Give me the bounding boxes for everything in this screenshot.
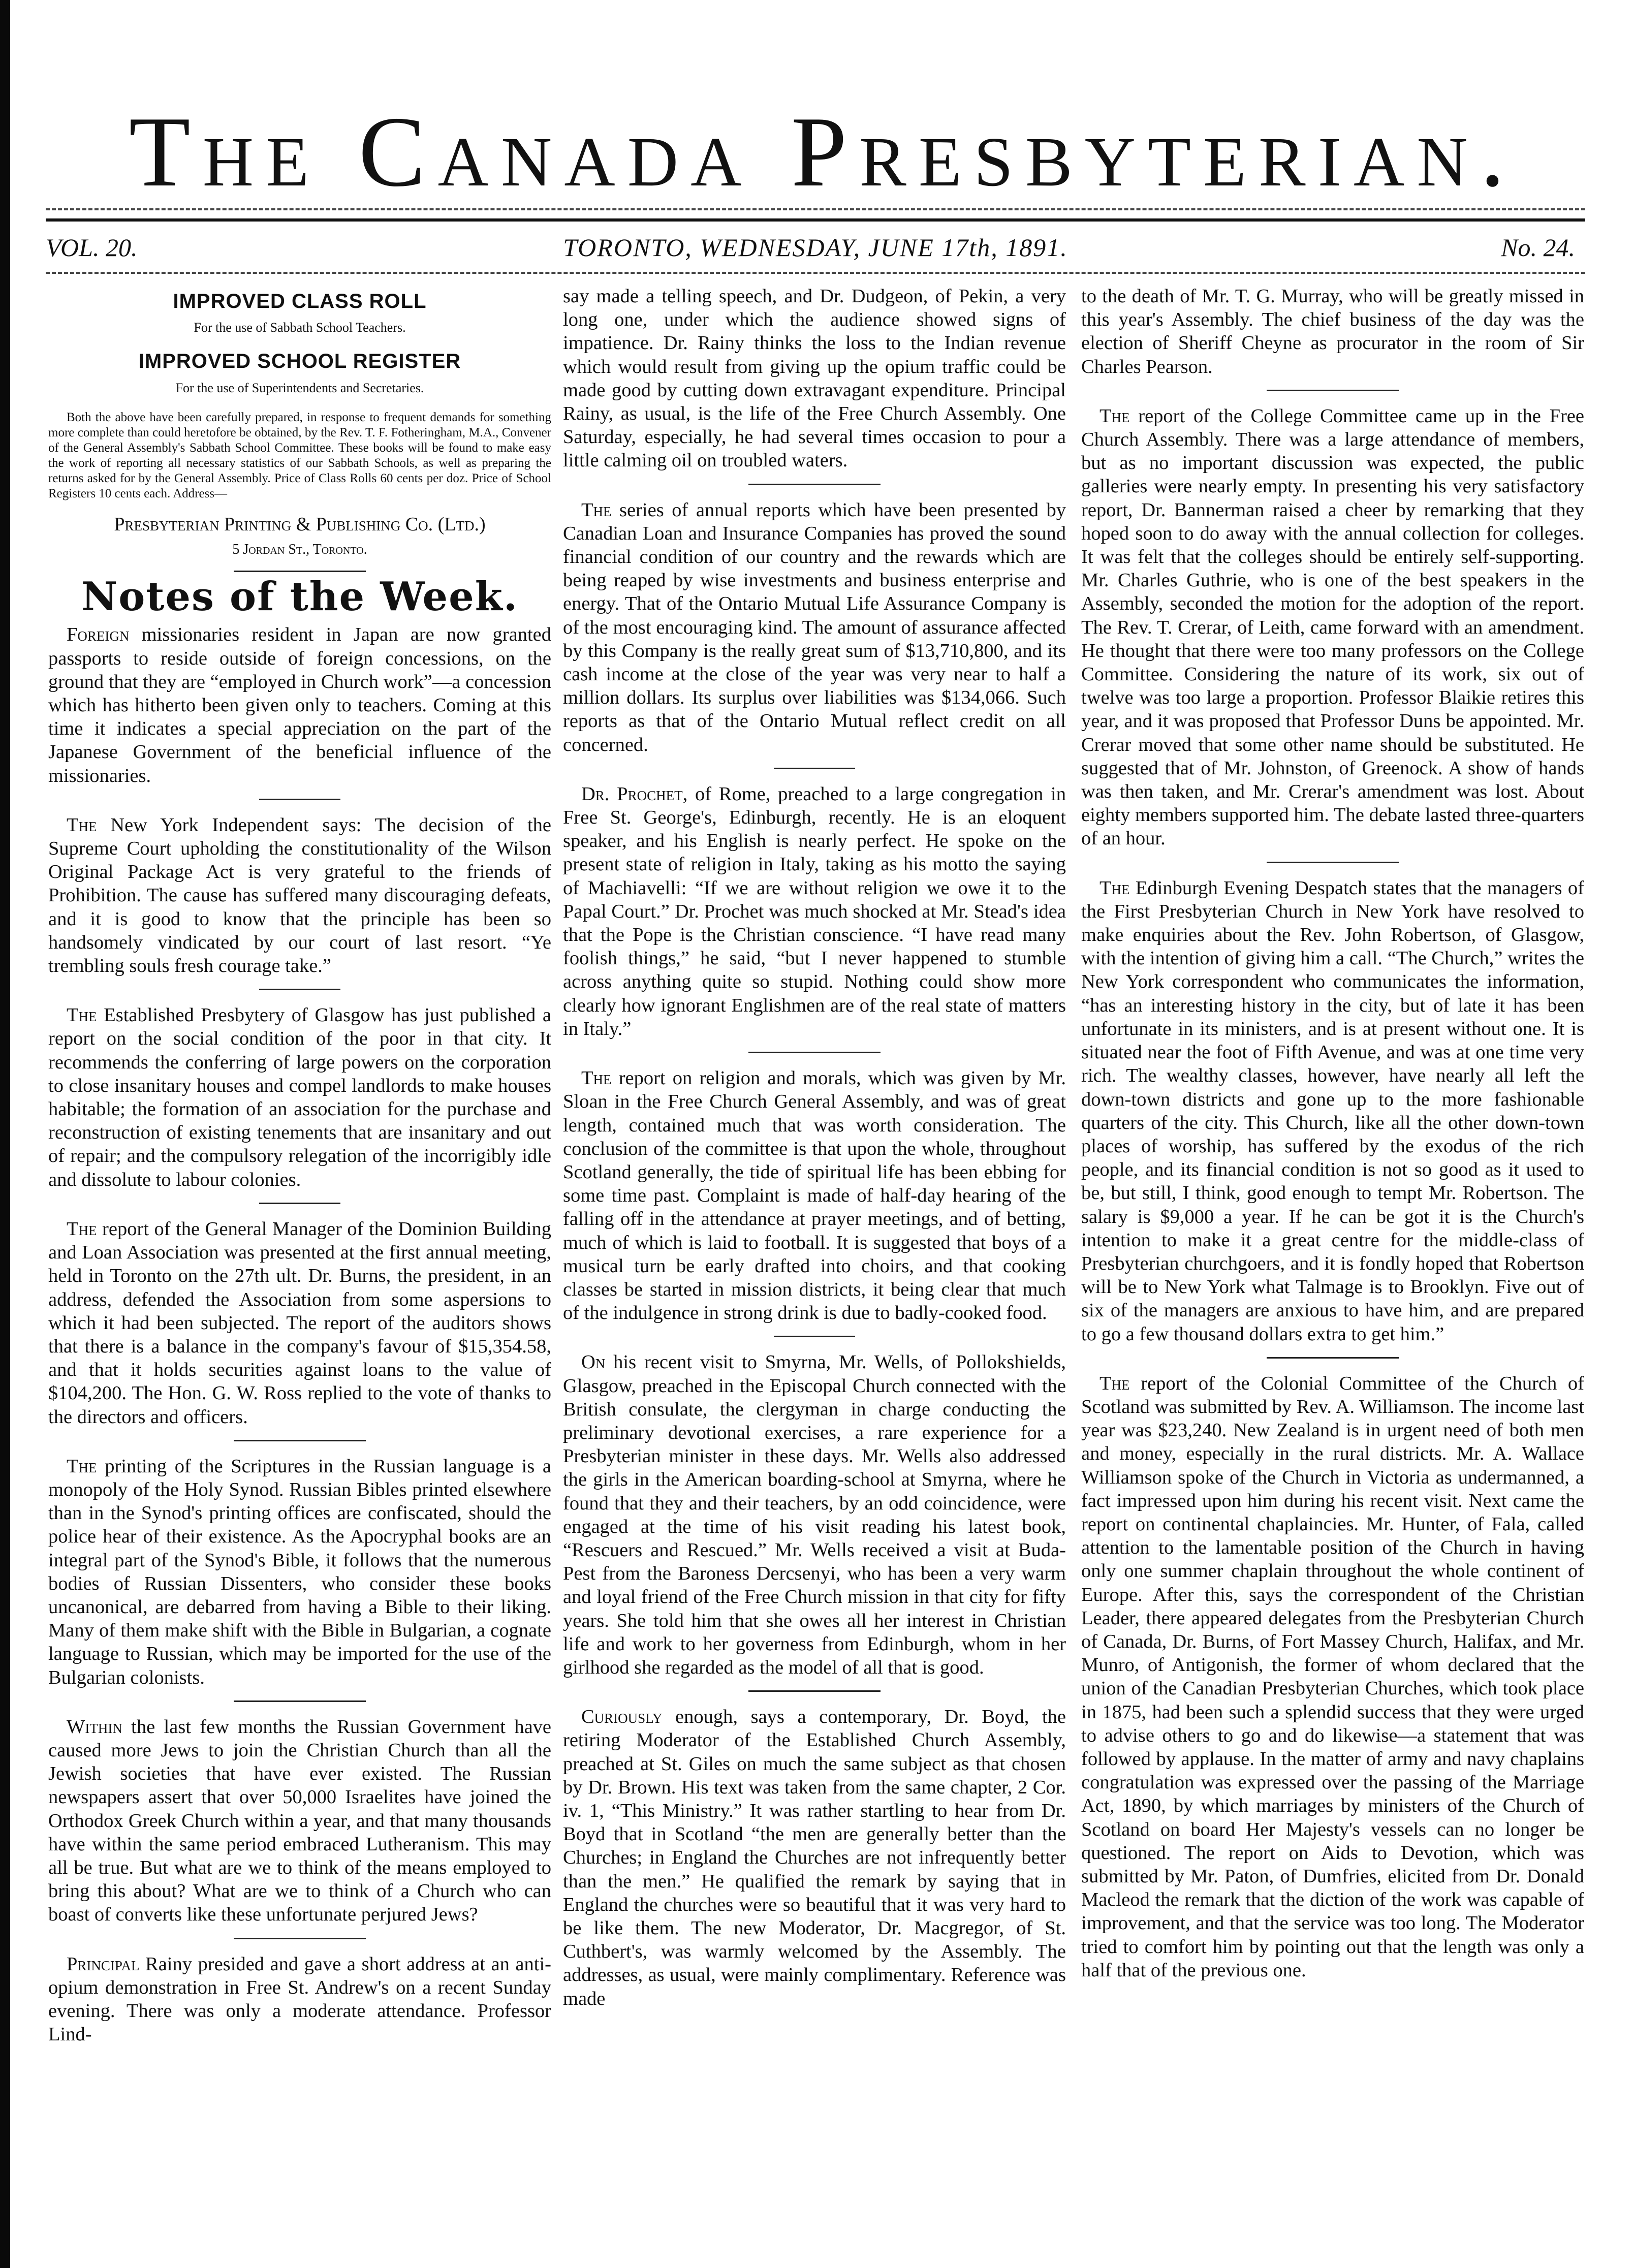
column-1 — [48, 285, 551, 2256]
article-paragraph: On his recent visit to Smyrna, Mr. Wells, of Pollokshields, Glasgow, preached in the Episcopal Church connected with the British consulate, the clergyman in charge conducting the preliminary devotional exercises, a rare experience for a Presbyterian minister in these days. Mr. Wells also addressed the girls in the American boarding-school at Smyrna, where he found that they and their teachers, by an odd coincidence, were engaged at the time of his visit reading his latest book, “Rescuers and Rescued.” Mr. Wells received a visit at Buda-Pest from the Baroness Dercsenyi, who has been a very warm and loyal friend of the Free Church mission in that city for fifty years. She told him that she owes all her interest in Christian life and work to her governess from Edinburgh, whom in her girlhood she regarded as the model of all that is good. — [563, 1351, 1066, 1678]
separator-rule — [1267, 862, 1399, 863]
article-paragraph: Curiously enough, says a contemporary, Dr. Boyd, the retiring Moderator of the Established Church Assembly, preached at St. Giles on much the same subject as that chosen by Dr. Brown. His text was taken from the same chapter, 2 Cor. iv. 1, “This Ministry.” It was rather startling to hear from Dr. Boyd that in Scotland “the men are generally better than the Churches; in England the Churches are not infrequently better than the men.” He qualified the remark by saying that in England the churches were so beautiful that it was very hard to be like them. The new Moderator, Dr. Macgregor, of St. Cuthbert's, was warmly welcomed by the Assembly. The addresses, as usual, were mainly complimentary. Reference was made — [563, 1706, 1066, 2009]
separator-rule — [748, 1052, 881, 1053]
separator-rule — [1267, 1357, 1399, 1359]
advert-heading-class-roll: IMPROVED CLASS ROLL — [173, 290, 427, 312]
article-paragraph: The series of annual reports which have been presented by Canadian Loan and Insurance Companies has proved the sound financial condition of our country and the rewards which are being reaped by wise investments and business enterprise and energy. That of the Ontario Mutual Life Assurance Company is of the most encouraging kind. The amount of assurance affected by this Company is the really great sum of $13,710,800, and its cash income at the close of the year was very near to half a million dollars. Its surplus over liabilities was $134,066. Such reports as that of the Ontario Mutual reflect credit on all concerned. — [563, 499, 1066, 755]
separator-rule — [234, 1440, 366, 1441]
separator-rule — [234, 1700, 366, 1702]
issue-number: No. 24. — [1501, 233, 1575, 262]
article-paragraph: The Edinburgh Evening Despatch states that the managers of the First Presbyterian Church in New York have resolved to make enquiries about the Rev. John Robertson, of Glasgow, with the intention of giving him a call. “The Church,” writes the New York correspondent who communicates the information, “has an interesting history in the city, but of late it has been unfortunate in its ministers, and is at present without one. It is situated near the foot of Fifth Avenue, and was at one time very rich. The wealthy classes, however, have nearly all left the down-town districts and gone up to the more fashionable quarters of the city. This Church, like all the other down-town places of worship, has suffered by the exodus of the rich people, and its financial condition is not so good as it used to be, but still, I think, good enough to tempt Mr. Robertson. The salary is $9,000 a year. If he can be got it is the Church's intention to make it a great centre for the middle-class of Presbyterian churchgoers, and it is fondly hoped that Robertson will be to New York what Talmage is to Brooklyn. Five out of six of the managers are anxious to have him, and are prepared to go a few thousand dollars extra to get him.” — [1081, 877, 1584, 1345]
separator-rule — [1267, 390, 1399, 391]
article-paragraph: say made a telling speech, and Dr. Dudgeon, of Pekin, a very long one, under which the audience showed signs of impatience. Dr. Rainy thinks the loss to the Indian revenue which would result from giving up the opium traffic could be made good by cutting down extravagant expenditure. Principal Rainy, as usual, is the life of the Free Church Assembly. One Saturday, especially, he had several times occasion to pour a little calming oil on troubled waters. — [563, 286, 1066, 471]
advert-sub-school-register: For the use of Superintendents and Secretaries. — [175, 380, 424, 395]
advert-body: Both the above have been carefully prepared, in response to frequent demands for something more complete than could heretofore be obtained, by the Rev. T. F. Fotheringham, M.A., Convener of the General Assembly's Sabbath School Committee. These books will be found to make easy the work of reporting all necessary statistics of our Sabbath Schools, as well as preparing the returns asked for by the General Assembly. Price of Class Rolls 60 cents per doz. Price of School Registers 10 cents each. Address— — [48, 410, 551, 500]
section-heading: Notes of the Week. — [81, 574, 518, 620]
separator-rule — [234, 571, 366, 572]
issue-line — [46, 233, 1585, 268]
article-paragraph: Principal Rainy presided and gave a short address at an anti-opium demonstration in Free St. Andrew's on a recent Sunday evening. There was only a moderate attendance. Professor Lind- — [48, 1953, 551, 2045]
article-paragraph: The report of the College Committee came up in the Free Church Assembly. There was a large attendance of members, but as no important discussion was expected, the public galleries were nearly empty. In presenting his very satisfactory report, Dr. Bannerman raised a cheer by remarking that they hoped soon to do away with the annual collection for colleges. It was felt that the colleges should be entirely self-supporting. Mr. Charles Guthrie, who is one of the best speakers in the Assembly, seconded the motion for the adoption of the report. The Rev. T. Crerar, of Leith, came forward with an amendment. He thought that there were too many professors on the College Committee. Considering the nature of its work, six out of twelve was too large a proportion. Professor Blaikie retires this year, and it was proposed that Professor Duns be appointed. Mr. Crerar moved that some other name should be substituted. He suggested that of Mr. Johnston, of Greenock. A show of hands was then taken, and Mr. Crerar's amendment was lost. About eighty members supported him. The debate lasted three-quarters of an hour. — [1081, 405, 1584, 849]
dateline: TORONTO, WEDNESDAY, JUNE 17th, 1891. — [563, 233, 1068, 262]
masthead-title: The Canada Presbyterian. — [129, 96, 1518, 207]
separator-rule — [234, 1938, 366, 1939]
volume-label: VOL. 20. — [46, 233, 138, 262]
separator-rule — [259, 799, 340, 800]
advert-heading-school-register: IMPROVED SCHOOL REGISTER — [138, 350, 461, 373]
article-paragraph: The report of the Colonial Committee of the Church of Scotland was submitted by Rev. A. Williamson. The income last year was $23,240. New Zealand is in urgent need of both men and money, especially in the rural districts. Mr. A. Wallace Williamson spoke of the Church in Victoria as undermanned, a fact impressed upon him during his recent visit. Next came the report on continental chaplaincies. Mr. Hunter, of Fala, called attention to the lamentable position of the Church in having only one summer chaplain throughout the whole continent of Europe. After this, says the correspondent of the Christian Leader, there appeared delegates from the Presbyterian Church of Canada, Dr. Burns, of Fort Massey Church, Halifax, and Mr. Munro, of Antigonish, the former of whom declared that the union of the Canadian Presbyterian Churches, which took place in 1875, had been such a splendid success that they were urged to advise others to go and do likewise—a statement that was followed by applause. In the matter of army and navy chaplains congratulation was expressed over the passing of the Marriage Act, 1890, by which marriages by ministers of the Church of Scotland on board Her Majesty's vessels can no longer be questioned. The report on Aids to Devotion, which was submitted by Mr. Paton, of Dumfries, elicited from Dr. Donald Macleod the remark that the diction of the work was capable of improvement, and that the service was too long. The Moderator tried to comfort him by pointing out that the length was only a half that of the previous one. — [1081, 1372, 1584, 1981]
masthead-rule — [46, 218, 1585, 222]
advert-publisher: Presbyterian Printing & Publishing Co. (Ltd.) — [114, 513, 486, 535]
article-paragraph: The report on religion and morals, which was given by Mr. Sloan in the Free Church General Assembly, and was of great length, contained much that was worth consideration. The conclusion of the committee is that upon the whole, throughout Scotland generally, the tide of spiritual life has been ebbing for some time past. Complaint is made of half-day hearing of the falling off in the attendance at prayer meetings, and of betting, much of which is laid to football. It is suggested that boys of a musical turn be early drafted into choirs, and that cooking classes be started in mission districts, it being clear that much of the indulgence in strong drink is due to badly-cooked food. — [563, 1067, 1066, 1324]
article-paragraph: Foreign missionaries resident in Japan are now granted passports to reside outside of foreign concessions, on the ground that they are “employed in Church work”—a concession which has hitherto been given only to teachers. Coming at this time it indicates a special appreciation on the part of the Japanese Government of the beneficial influence of the missionaries. — [48, 624, 551, 786]
article-paragraph: Within the last few months the Russian Government have caused more Jews to join the Christian Church than all the Jewish societies that have ever existed. The Russian newspapers assert that over 50,000 Israelites have joined the Orthodox Greek Church within a year, and that many thousands have within the same period embraced Lutheranism. This may all be true. But what are we to think of the means employed to bring this about? What are we to think of a Church who can boast of converts like these unfortunate perjured Jews? — [48, 1716, 551, 1926]
separator-rule — [259, 1203, 340, 1204]
column-3 — [1081, 285, 1584, 2256]
advert-address: 5 Jordan St., Toronto. — [232, 542, 367, 558]
separator-rule — [259, 989, 340, 990]
article-paragraph: The report of the General Manager of the Dominion Building and Loan Association was presented at the first annual meeting, held in Toronto on the 27th ult. Dr. Burns, the president, in an address, defended the Association from some aspersions to which it had been subjected. The report of the auditors shows that there is a balance in the company's favour of $15,354.58, and that it holds securities against loans to the value of $104,200. The Hon. G. W. Ross replied to the vote of thanks to the directors and officers. — [48, 1218, 551, 1428]
separator-rule — [774, 1336, 855, 1337]
separator-rule — [748, 484, 881, 485]
article-paragraph: The Established Presbytery of Glasgow has just published a report on the social condition of the poor in that city. It recommends the conferring of large powers on the corporation to close insanitary houses and compel landlords to make houses habitable; the formation of an association for the purchase and reconstruction of existing tenements that are insanitary and out of repair; and the compulsory relegation of the incorrigibly idle and dissolute to labour colonies. — [48, 1004, 551, 1190]
masthead-rule-dashed — [46, 208, 1585, 210]
separator-rule — [748, 1690, 881, 1692]
advert-sub-class-roll: For the use of Sabbath School Teachers. — [194, 320, 406, 335]
page-edge-bar — [0, 0, 10, 2268]
article-paragraph: to the death of Mr. T. G. Murray, who will be greatly missed in this year's Assembly. The chief business of the day was the election of Sheriff Cheyne as procurator in the room of Sir Charles Pearson. — [1081, 286, 1584, 377]
article-paragraph: The New York Independent says: The decision of the Supreme Court upholding the constitutionality of the Wilson Original Package Act is very grateful to the friends of Prohibition. The cause has suffered many discouraging defeats, and it is good to know that the principle has been so handsomely vindicated by our court of last resort. “Ye trembling souls fresh courage take.” — [48, 814, 551, 977]
issue-rule — [46, 272, 1585, 274]
column-2 — [563, 285, 1066, 2256]
article-paragraph: The printing of the Scriptures in the Russian language is a monopoly of the Holy Synod. Russian Bibles printed elsewhere than in the Synod's printing offices are confiscated, should the police hear of their existence. As the Apocryphal books are an integral part of the Synod's Bible, it follows that the numerous bodies of Russian Dissenters, who consider these books uncanonical, are debarred from having a Bible to their liking. Many of them make shift with the Bible in Bulgarian, a cognate language to Russian, which may be imported for the use of the Bulgarian colonists. — [48, 1455, 551, 1688]
article-paragraph: Dr. Prochet, of Rome, preached to a large congregation in Free St. George's, Edinburgh, recently. He is an eloquent speaker, and his English is nearly perfect. He spoke on the present state of religion in Italy, taking as his motto the saying of Machiavelli: “If we are without religion we owe it to the Papal Court.” Dr. Prochet was much shocked at Mr. Stead's idea that the Pope is the Christian conscience. “I have read many foolish things,” he said, “but I never happened to stumble across anything quite so stupid. Nothing could show more clearly how ignorant Englishmen are of the real state of matters in Italy.” — [563, 783, 1066, 1040]
separator-rule — [774, 768, 855, 769]
